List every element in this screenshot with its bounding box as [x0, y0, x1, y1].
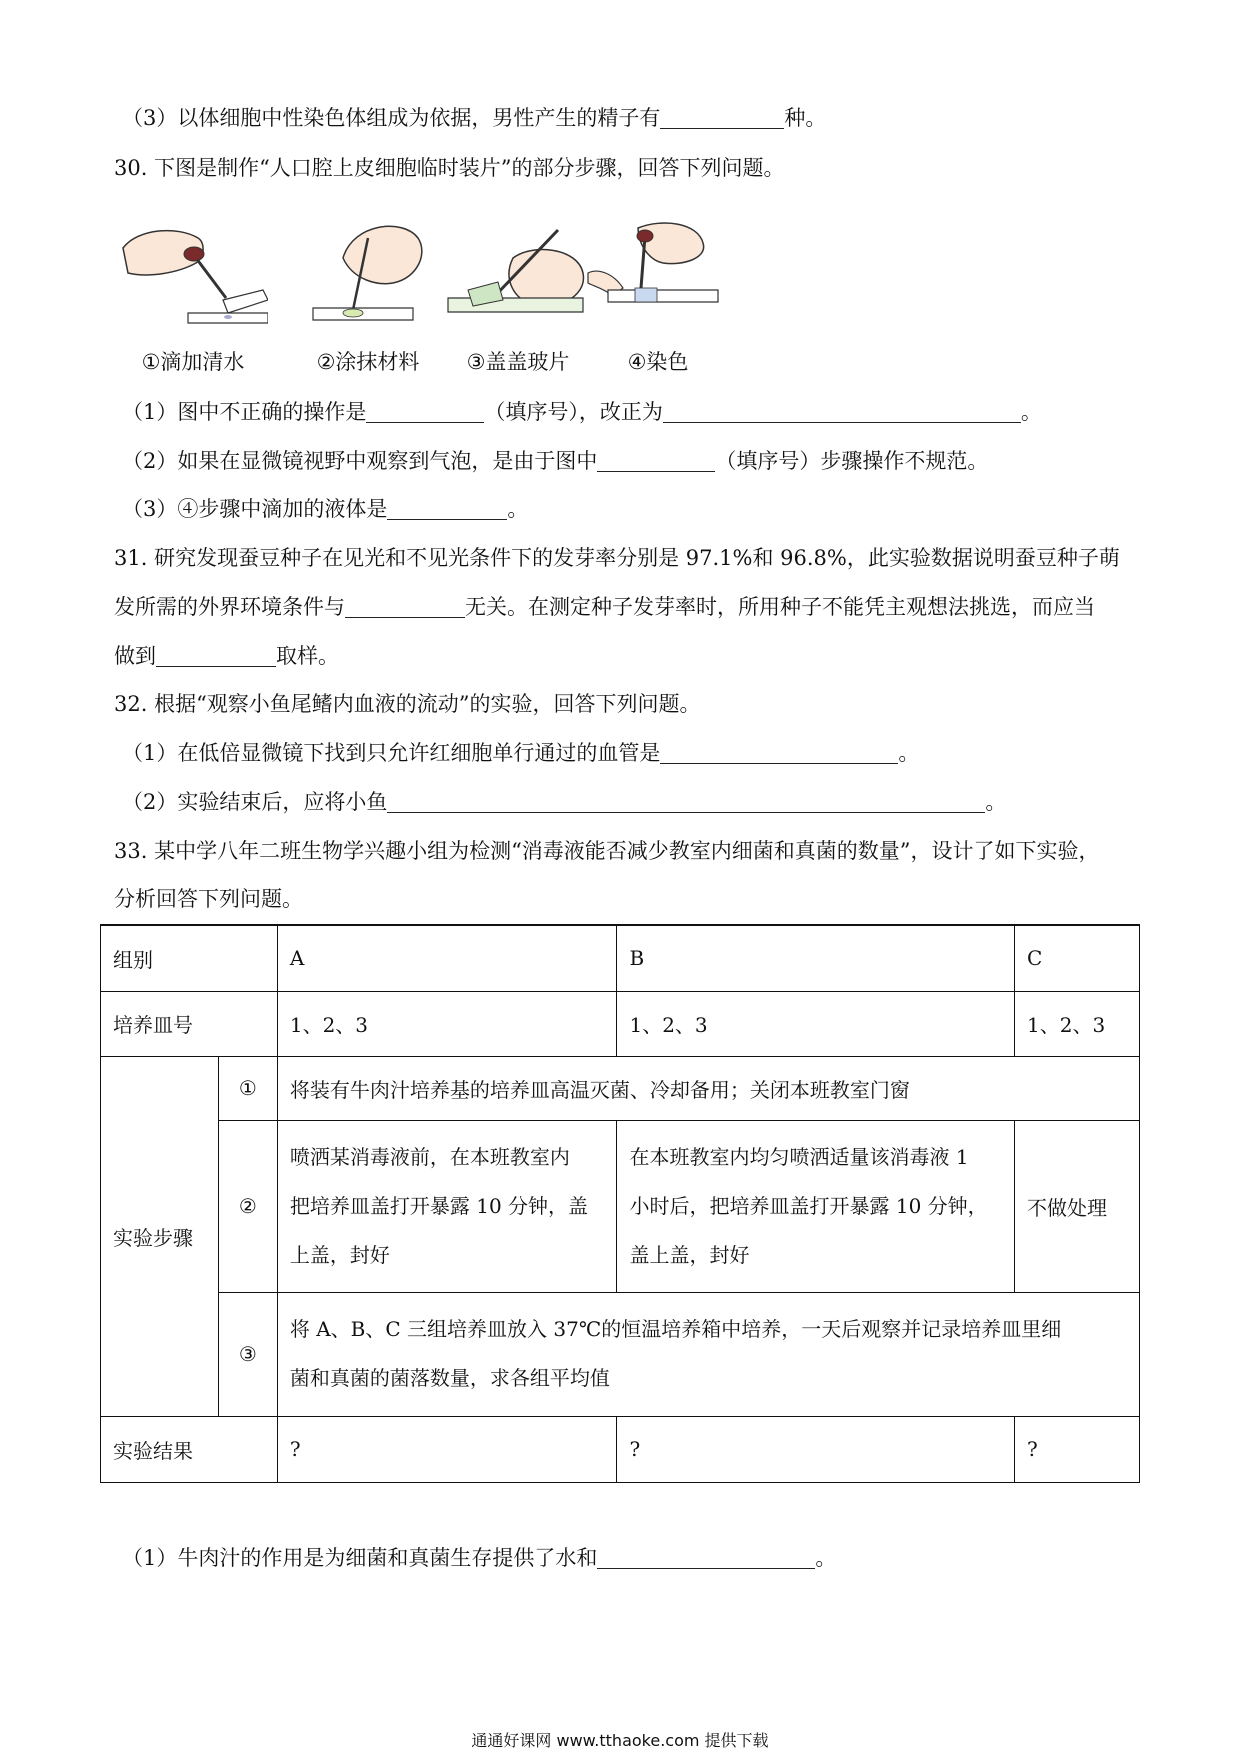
result-c: ? [1015, 1416, 1140, 1482]
answer-blank[interactable] [387, 790, 985, 813]
answer-blank[interactable] [660, 106, 784, 129]
table-row [101, 991, 1140, 1056]
answer-blank[interactable] [366, 400, 484, 423]
q31-line1: 31. 研究发现蚕豆种子在见光和不见光条件下的发芽率分别是 97.1%和 96.8%，此实验数据说明蚕豆种子萌 [114, 546, 1120, 570]
table-row [101, 1120, 1140, 1292]
result-b: ? [617, 1416, 1015, 1482]
q32-sub2: （2）实验结束后，应将小鱼 。 [122, 790, 1007, 814]
q31-line2: 发所需的外界环境条件与 无关。在测定种子发芽率时，所用种子不能凭主观想法挑选，而应当 [114, 595, 1095, 619]
step-1-num: ① [218, 1056, 277, 1120]
table-row [101, 925, 1140, 991]
step-caption: ④染色 [627, 350, 689, 374]
step-4-figure [583, 218, 733, 378]
lab-steps-figure [118, 218, 798, 378]
step-2-group-a: 喷洒某消毒液前，在本班教室内 把培养皿盖打开暴露 10 分钟，盖 上盖，封好 [277, 1120, 617, 1292]
answer-blank[interactable] [597, 1546, 815, 1569]
swab-hand-icon [293, 218, 443, 338]
answer-blank[interactable] [660, 741, 898, 764]
q33-line1: 33. 某中学八年二班生物学兴趣小组为检测“消毒液能否减少教室内细菌和真菌的数量”，设计了如下实验， [114, 839, 1100, 863]
dropper-hand-icon [118, 218, 268, 338]
group-b: B [617, 925, 1015, 991]
q31-line3: 做到 取样。 [114, 644, 339, 668]
q29-sub3: （3）以体细胞中性染色体组成为依据，男性产生的精子有 种。 [122, 106, 827, 130]
answer-blank[interactable] [663, 400, 1021, 423]
answer-blank[interactable] [156, 644, 276, 667]
step-2-group-b: 在本班教室内均匀喷洒适量该消毒液 1 小时后，把培养皿盖打开暴露 10 分钟， 盖上盖，封好 [617, 1120, 1015, 1292]
dish-c: 1、2、3 [1015, 991, 1140, 1056]
dish-b: 1、2、3 [617, 991, 1015, 1056]
result-a: ? [277, 1416, 617, 1482]
answer-blank[interactable] [597, 449, 715, 472]
step-3-text: 将 A、B、C 三组培养皿放入 37℃的恒温培养箱中培养，一天后观察并记录培养皿里细 菌和真菌的菌落数量，求各组平均值 [277, 1292, 1139, 1416]
q30-sub2: （2）如果在显微镜视野中观察到气泡，是由于图中 （填序号）步骤操作不规范。 [122, 449, 989, 473]
coverslip-hand-icon [443, 218, 593, 338]
experiment-table [100, 924, 1140, 1483]
q33-sub1: （1）牛肉汁的作用是为细菌和真菌生存提供了水和 。 [122, 1546, 837, 1570]
answer-blank[interactable] [387, 497, 507, 520]
q30-sub1: （1）图中不正确的操作是 （填序号），改正为 。 [122, 400, 1042, 424]
step-caption: ③盖盖玻片 [466, 350, 570, 374]
q32-stem: 32. 根据“观察小鱼尾鳍内血液的流动”的实验，回答下列问题。 [114, 692, 701, 716]
header-group-label: 组别 [101, 925, 278, 991]
stain-hand-icon [583, 218, 733, 338]
group-a: A [277, 925, 617, 991]
step-1-figure [118, 218, 268, 378]
steps-label: 实验步骤 [101, 1056, 219, 1416]
dish-label: 培养皿号 [101, 991, 278, 1056]
result-label: 实验结果 [101, 1416, 278, 1482]
table-row [101, 1056, 1140, 1120]
q33-line2: 分析回答下列问题。 [114, 887, 303, 911]
table-row [101, 1416, 1140, 1482]
step-3-num: ③ [218, 1292, 277, 1416]
q30-stem: 30. 下图是制作“人口腔上皮细胞临时装片”的部分步骤，回答下列问题。 [114, 156, 785, 180]
group-c: C [1015, 925, 1140, 991]
step-2-group-c: 不做处理 [1015, 1120, 1140, 1292]
step-3-figure [443, 218, 593, 378]
step-caption: ②涂抹材料 [316, 350, 420, 374]
answer-blank[interactable] [345, 595, 465, 618]
step-2-num: ② [218, 1120, 277, 1292]
dish-a: 1、2、3 [277, 991, 617, 1056]
step-caption: ①滴加清水 [141, 350, 245, 374]
q30-sub3: （3）④步骤中滴加的液体是 。 [122, 497, 529, 521]
table-row [101, 1292, 1140, 1416]
step-2-figure [293, 218, 443, 378]
step-1-text: 将装有牛肉汁培养基的培养皿高温灭菌、冷却备用；关闭本班教室门窗 [277, 1056, 1139, 1120]
q32-sub1: （1）在低倍显微镜下找到只允许红细胞单行通过的血管是 。 [122, 741, 920, 765]
page-footer: 通通好课网 www.tthaoke.com 提供下载 [471, 1731, 769, 1750]
